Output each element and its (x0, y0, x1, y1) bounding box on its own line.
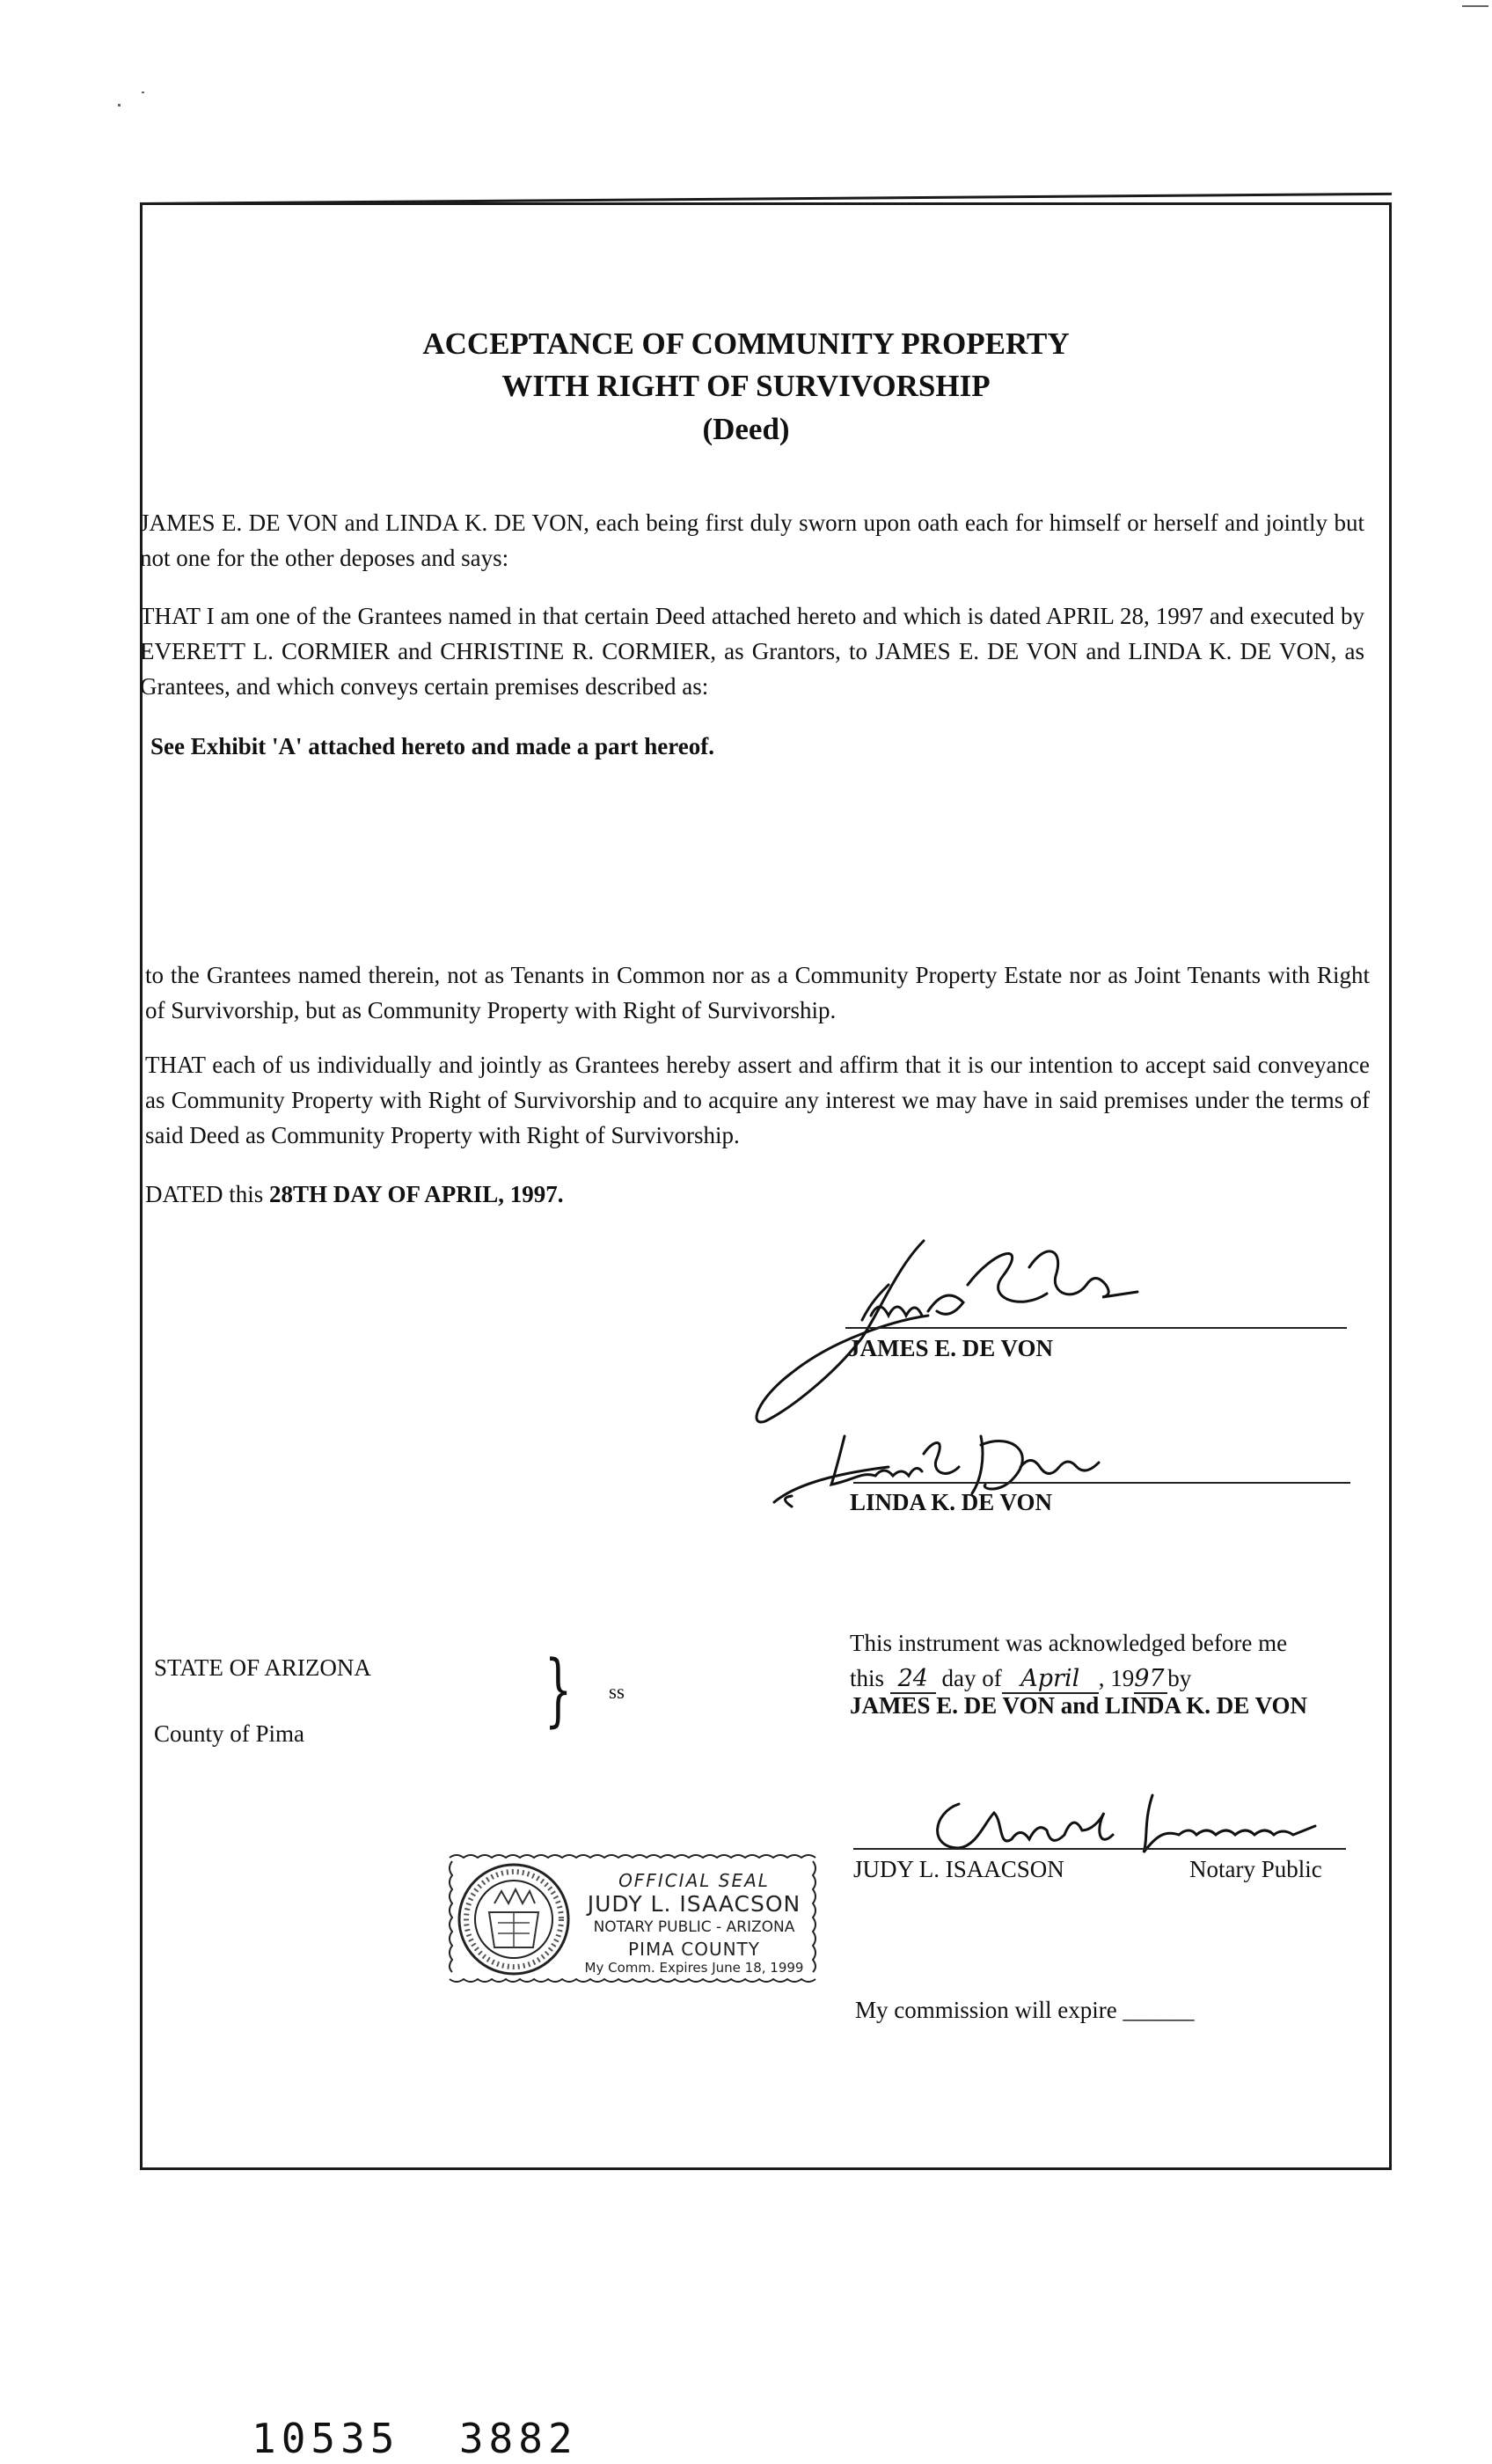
acknowledgment-line-1: This instrument was acknowledged before me (850, 1630, 1288, 1656)
seal-line-1: NOTARY PUBLIC - ARIZONA (593, 1918, 795, 1936)
document-title-line-1: ACCEPTANCE OF COMMUNITY PROPERTY (422, 326, 1070, 361)
seal-heading: OFFICIAL SEAL (618, 1870, 770, 1891)
signature-line-linda (853, 1482, 1350, 1484)
notary-signature-line (853, 1848, 1346, 1850)
signature-line-james (845, 1327, 1347, 1329)
grantee-statement-paragraph: THAT I am one of the Grantees named in that certain Deed attached hereto and which is dated APRIL 28, 1997 and executed by EVERETT L. CORMIER and CHRISTINE R. CORMIER, as Grantors, to JAMES E. DE VON and LINDA K. DE VON, as Grantees, and which conveys certain premises described as: (140, 603, 1364, 700)
dated-value: 28TH DAY OF APRIL, 1997. (269, 1181, 564, 1207)
seal-line-2: PIMA COUNTY (628, 1939, 760, 1960)
official-notary-seal (445, 1851, 819, 1986)
intention-paragraph: THAT each of us individually and jointly as Grantees hereby assert and affirm that it is our intention to accept said conveyance as Community Property with Right of Survivorship and to acquire any interest we may have in said premises under the terms of said Deed as Community Property with Right of Survivorship. (145, 1052, 1370, 1148)
exhibit-reference: See Exhibit 'A' attached hereto and made a part hereof. (150, 733, 714, 759)
venue-state: STATE OF ARIZONA (154, 1654, 371, 1681)
dated-prefix: DATED this (145, 1181, 269, 1207)
scan-speck (142, 92, 144, 93)
venue-county: County of Pima (154, 1720, 305, 1747)
ack-by-label: by (1167, 1665, 1192, 1691)
signer-name-linda: LINDA K. DE VON (850, 1489, 1053, 1515)
ack-year-value: 97 (1134, 1666, 1167, 1694)
ack-month-value: April (1002, 1666, 1099, 1694)
ack-day-of-label: day of (941, 1665, 1002, 1691)
dated-line (145, 1177, 937, 1212)
ack-year-prefix: , 19 (1098, 1665, 1135, 1691)
acknowledgment-names: JAMES E. DE VON and LINDA K. DE VON (850, 1692, 1308, 1719)
venue-ss: ss (609, 1681, 625, 1703)
commission-expiration: My commission will expire ______ (855, 1997, 1195, 2023)
signer-name-james: JAMES E. DE VON (848, 1335, 1053, 1361)
document-title-line-3: (Deed) (702, 412, 790, 446)
notary-name: JUDY L. ISAACSON (853, 1856, 1064, 1882)
notary-title: Notary Public (1189, 1856, 1322, 1882)
seal-expires: My Comm. Expires June 18, 1999 (584, 1960, 804, 1976)
recording-number: 10535 3882 (252, 2415, 578, 2462)
intro-paragraph: JAMES E. DE VON and LINDA K. DE VON, each being first duly sworn upon oath each for himself or herself and jointly but not one for the other deposes and says: (140, 510, 1364, 571)
venue-brace: } (544, 1644, 573, 1736)
seal-notary-name: JUDY L. ISAACSON (587, 1891, 801, 1917)
document-title-line-2: WITH RIGHT OF SURVIVORSHIP (501, 369, 991, 403)
scan-speck (118, 104, 121, 106)
ack-this-label: this (850, 1665, 885, 1691)
grantees-tenancy-paragraph: to the Grantees named therein, not as Tenants in Common nor as a Community Property Estate nor as Joint Tenants with Right of Survivorship, but as Community Property with Right of Survivorship. (145, 962, 1370, 1023)
scan-speck (1462, 5, 1488, 7)
ack-day-value: 24 (890, 1666, 936, 1694)
